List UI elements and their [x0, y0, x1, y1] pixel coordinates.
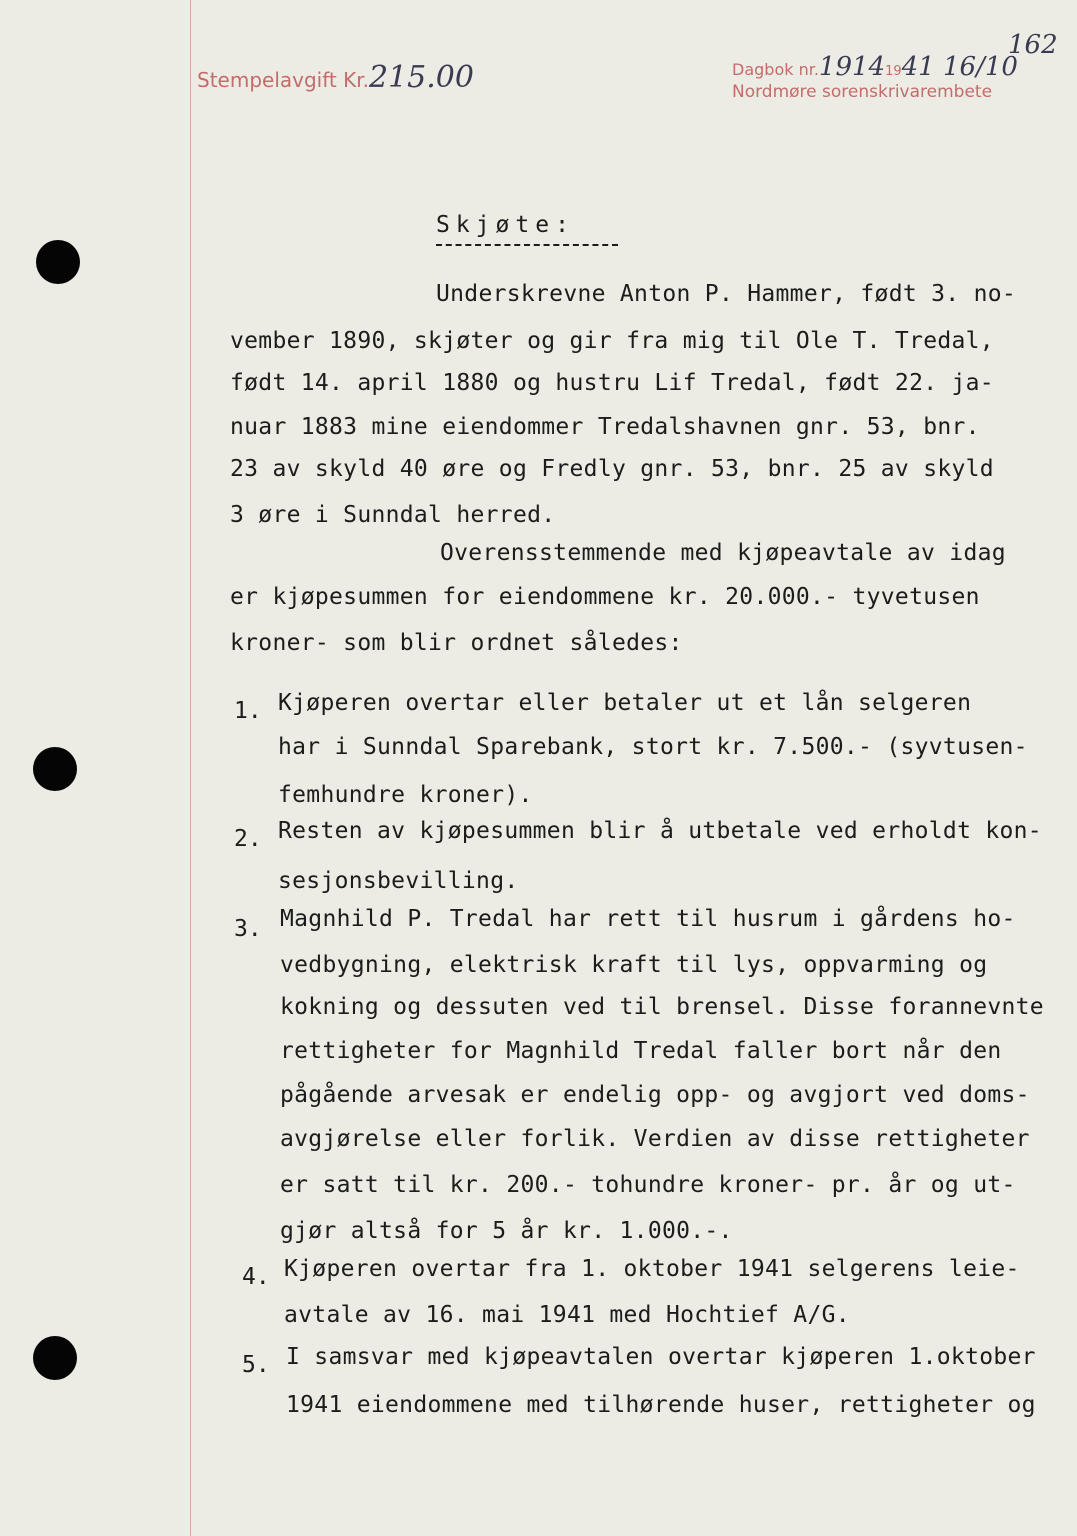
punch-hole-bottom	[33, 1336, 77, 1380]
intro-line: vember 1890, skjøter og gir fra mig til Ole T. Tredal,	[230, 328, 994, 354]
item-number: 2.	[234, 826, 262, 852]
item-line: 1941 eiendommene med tilhørende huser, rettigheter og	[286, 1392, 1036, 1418]
intro-line: 3 øre i Sunndal herred.	[230, 502, 556, 528]
document-title: Skjøte:	[436, 212, 575, 238]
margin-rule	[190, 0, 191, 1536]
stamp-fee-value: 215.00	[368, 60, 474, 95]
item-line: er satt til kr. 200.- tohundre kroner- pr. år og ut-	[280, 1172, 1016, 1198]
item-line: rettigheter for Magnhild Tredal faller bort når den	[280, 1038, 1002, 1064]
item-number: 4.	[242, 1264, 270, 1290]
intro-line: Underskrevne Anton P. Hammer, født 3. no-	[436, 281, 1017, 307]
item-line: Magnhild P. Tredal har rett til husrum i gårdens ho-	[280, 906, 1016, 932]
item-line: Resten av kjøpesummen blir å utbetale ved erholdt kon-	[278, 818, 1042, 844]
journal-number: 1914	[818, 52, 886, 82]
journal-year-date: 41 16/10	[901, 52, 1018, 82]
item-line: femhundre kroner).	[278, 782, 533, 808]
page-number: 162	[1008, 30, 1058, 60]
intro-line: 23 av skyld 40 øre og Fredly gnr. 53, bnr. 25 av skyld	[230, 456, 994, 482]
item-line: vedbygning, elektrisk kraft til lys, oppvarming og	[280, 952, 988, 978]
item-line: avtale av 16. mai 1941 med Hochtief A/G.	[284, 1302, 850, 1328]
item-line: sesjonsbevilling.	[278, 868, 519, 894]
price-line: Overensstemmende med kjøpeavtale av idag	[440, 540, 1006, 566]
item-number: 3.	[234, 916, 262, 942]
punch-hole-middle	[33, 747, 77, 791]
intro-line: født 14. april 1880 og hustru Lif Tredal, født 22. ja-	[230, 370, 994, 396]
office-stamp: Nordmøre sorenskrivarembete	[732, 82, 993, 102]
stamp-fee-label: Stempelavgift Kr.	[197, 68, 369, 92]
item-line: avgjørelse eller forlik. Verdien av disse rettigheter	[280, 1126, 1030, 1152]
item-line: kokning og dessuten ved til brensel. Disse forannevnte	[280, 994, 1044, 1020]
journal-label: Dagbok nr.	[732, 60, 819, 79]
journal-stamp	[732, 52, 1018, 82]
item-line: Kjøperen overtar fra 1. oktober 1941 selgerens leie-	[284, 1256, 1020, 1282]
title-underline	[436, 244, 618, 246]
item-line: I samsvar med kjøpeavtalen overtar kjøperen 1.oktober	[286, 1344, 1036, 1370]
item-line: gjør altså for 5 år kr. 1.000.-.	[280, 1218, 733, 1244]
stamp-fee	[197, 60, 474, 95]
price-line: kroner- som blir ordnet således:	[230, 630, 683, 656]
item-line: pågående arvesak er endelig opp- og avgjort ved doms-	[280, 1082, 1030, 1108]
item-line: har i Sunndal Sparebank, stort kr. 7.500.- (syvtusen-	[278, 734, 1028, 760]
item-number: 1.	[234, 698, 262, 724]
intro-line: nuar 1883 mine eiendommer Tredalshavnen gnr. 53, bnr.	[230, 414, 980, 440]
item-number: 5.	[242, 1352, 270, 1378]
punch-hole-top	[36, 240, 80, 284]
item-line: Kjøperen overtar eller betaler ut et lån selgeren	[278, 690, 972, 716]
price-line: er kjøpesummen for eiendommene kr. 20.000.- tyvetusen	[230, 584, 980, 610]
journal-year-prefix: 19	[885, 64, 902, 79]
